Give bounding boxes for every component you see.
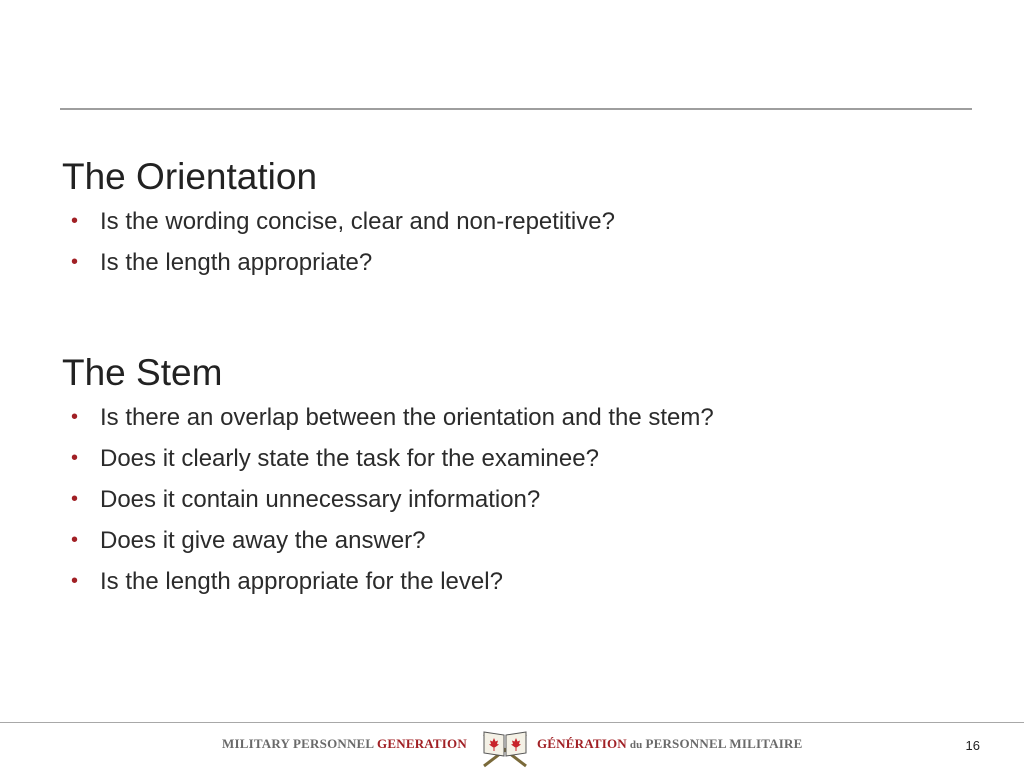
bullet-list: [62, 397, 714, 602]
bullet-icon: •: [71, 570, 79, 592]
military-emblem-icon: [478, 726, 532, 768]
list-item-text: Is there an overlap between the orientation and the stem?: [100, 404, 714, 431]
list-item: [62, 561, 714, 602]
list-item-text: Is the length appropriate?: [100, 249, 373, 276]
footer-right-suffix: PERSONNEL MILITAIRE: [645, 736, 803, 751]
footer-divider: [0, 722, 1024, 723]
top-divider: [60, 108, 972, 110]
footer: [0, 726, 1024, 768]
list-item: [62, 242, 615, 283]
footer-english-title: [222, 736, 467, 752]
section-heading: The Stem: [62, 352, 223, 393]
list-item-text: Does it give away the answer?: [100, 527, 426, 554]
bullet-icon: •: [71, 488, 79, 510]
footer-right-accent: GÉNÉRATION: [537, 736, 627, 751]
section-stem: [62, 351, 714, 602]
bullet-icon: •: [71, 529, 79, 551]
list-item: [62, 397, 714, 438]
list-item: [62, 201, 615, 242]
list-item-text: Is the wording concise, clear and non-repetitive?: [100, 208, 615, 235]
list-item: [62, 479, 714, 520]
page-number: 16: [965, 738, 980, 753]
footer-right-mid: du: [626, 739, 646, 751]
list-item-text: Is the length appropriate for the level?: [100, 568, 503, 595]
bullet-icon: •: [71, 447, 79, 469]
footer-left-accent: GENERATION: [377, 736, 467, 751]
list-item: [62, 520, 714, 561]
footer-left-prefix: MILITARY PERSONNEL: [222, 736, 378, 751]
section-orientation: [62, 155, 615, 283]
list-item-text: Does it contain unnecessary information?: [100, 486, 541, 513]
list-item-text: Does it clearly state the task for the examinee?: [100, 445, 599, 472]
section-heading: The Orientation: [62, 156, 318, 197]
list-item: [62, 438, 714, 479]
bullet-icon: •: [71, 406, 79, 428]
bullet-icon: •: [71, 210, 79, 232]
bullet-icon: •: [71, 251, 79, 273]
footer-french-title: [537, 736, 803, 752]
bullet-list: [62, 201, 615, 283]
